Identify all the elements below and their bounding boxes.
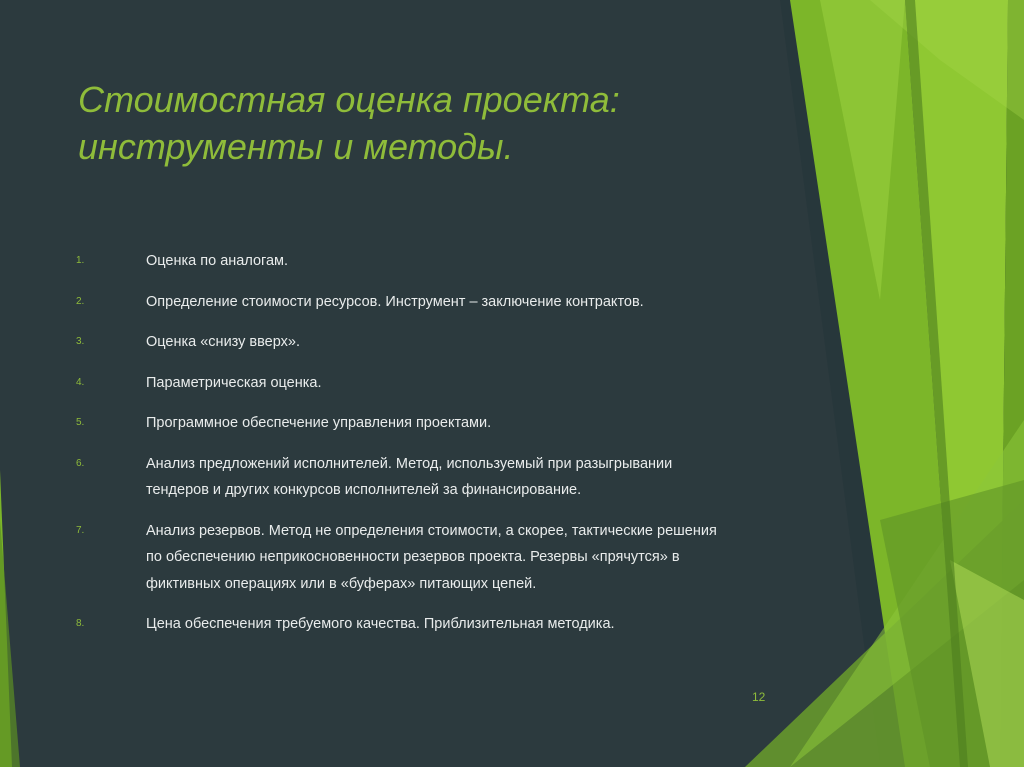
list-item-number: 3. [76,336,85,347]
list-item-text: Параметрическая оценка. [146,374,322,391]
list-item-text: Анализ резервов. Метод не определения стоимости, а скорее, тактические решения по обеспечению неприкосновенности резервов проекта. Резервы «прячутся» в фиктивных операциях или в «буферах» питающих цепей. [146,522,717,592]
list-item-number: 2. [76,295,85,307]
list-item-text: Анализ предложений исполнителей. Метод, используемый при разыгрывании тендеров и других конкурсов исполнителей за финансирование. [146,455,673,498]
title-line-2: инструменты и методы. [78,126,514,167]
list-item [76,329,736,356]
list-item-number: 7. [76,524,85,536]
page-number: 12 [752,690,766,704]
list-item-number: 5. [76,417,85,428]
list-item-number: 4. [76,376,85,388]
list-item [76,289,736,316]
title-line-1: Стоимостная оценка проекта: [78,79,620,120]
list-item-number: 1. [76,255,85,266]
list-item [76,518,736,598]
list-item [76,451,736,504]
list-item-text: Цена обеспечения требуемого качества. Приблизительная методика. [146,616,615,632]
list-item-text: Определение стоимости ресурсов. Инструмент – заключение контрактов. [146,293,644,310]
list-item-number: 8. [76,618,85,629]
list-item [76,248,736,275]
list-item [76,410,736,437]
list-item-text: Оценка «снизу вверх». [146,334,300,350]
list-item [76,370,736,397]
list-item-text: Оценка по аналогам. [146,253,289,269]
methods-list [76,248,736,652]
slide-title [78,76,758,170]
list-item-number: 6. [76,457,85,469]
list-item-text: Программное обеспечение управления проектами. [146,415,492,431]
list-item [76,611,736,638]
